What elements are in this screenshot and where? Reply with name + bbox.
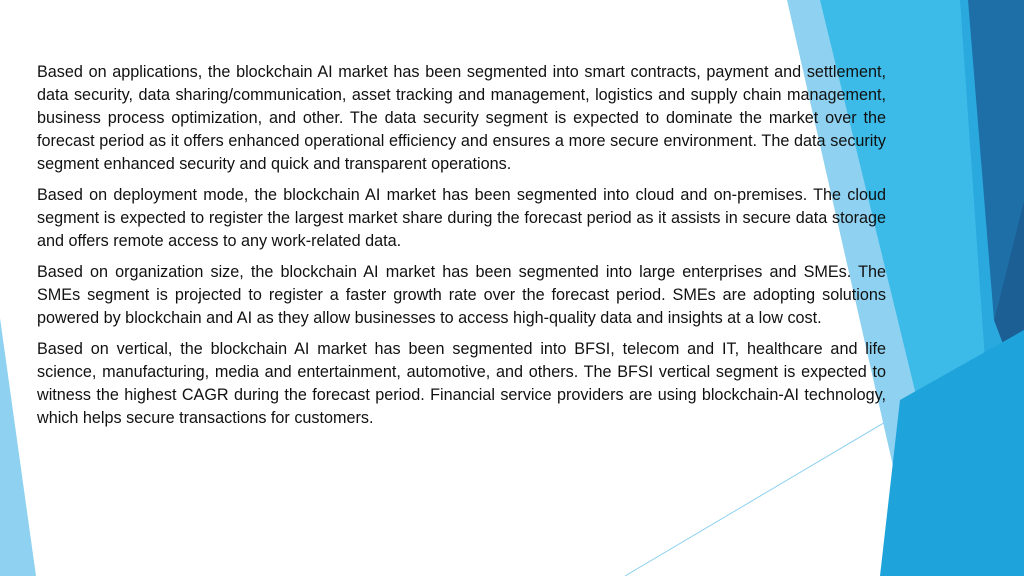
- slide-text-body: [37, 61, 886, 438]
- paragraph-deployment-mode: Based on deployment mode, the blockchain AI market has been segmented into cloud and on-premises. The cloud segment is expected to register the largest market share during the forecast period as it assists in secure data storage and offers remote access to any work-related data.: [37, 186, 886, 250]
- paragraph-applications: Based on applications, the blockchain AI market has been segmented into smart contracts, payment and settlement, data security, data sharing/communication, asset tracking and management, logistics and supply chain management, business process optimization, and other. The data security segment is expected to dominate the market over the forecast period as it offers enhanced operational efficiency and ensures a more secure environment. The data security segment enhanced security and quick and transparent operations.: [37, 63, 886, 173]
- paragraph-vertical: Based on vertical, the blockchain AI market has been segmented into BFSI, telecom and IT, healthcare and life science, manufacturing, media and entertainment, automotive, and others. The BFSI vertical segment is expected to witness the highest CAGR during the forecast period. Financial service providers are using blockchain-AI technology, which helps secure transactions for customers.: [37, 340, 886, 427]
- left-accent-strip: [0, 318, 36, 576]
- paragraph-organization-size: Based on organization size, the blockchain AI market has been segmented into large enterprises and SMEs. The SMEs segment is projected to register a faster growth rate over the forecast period. SMEs are adopting solutions powered by blockchain and AI as they allow businesses to access high-quality data and insights at a low cost.: [37, 263, 886, 327]
